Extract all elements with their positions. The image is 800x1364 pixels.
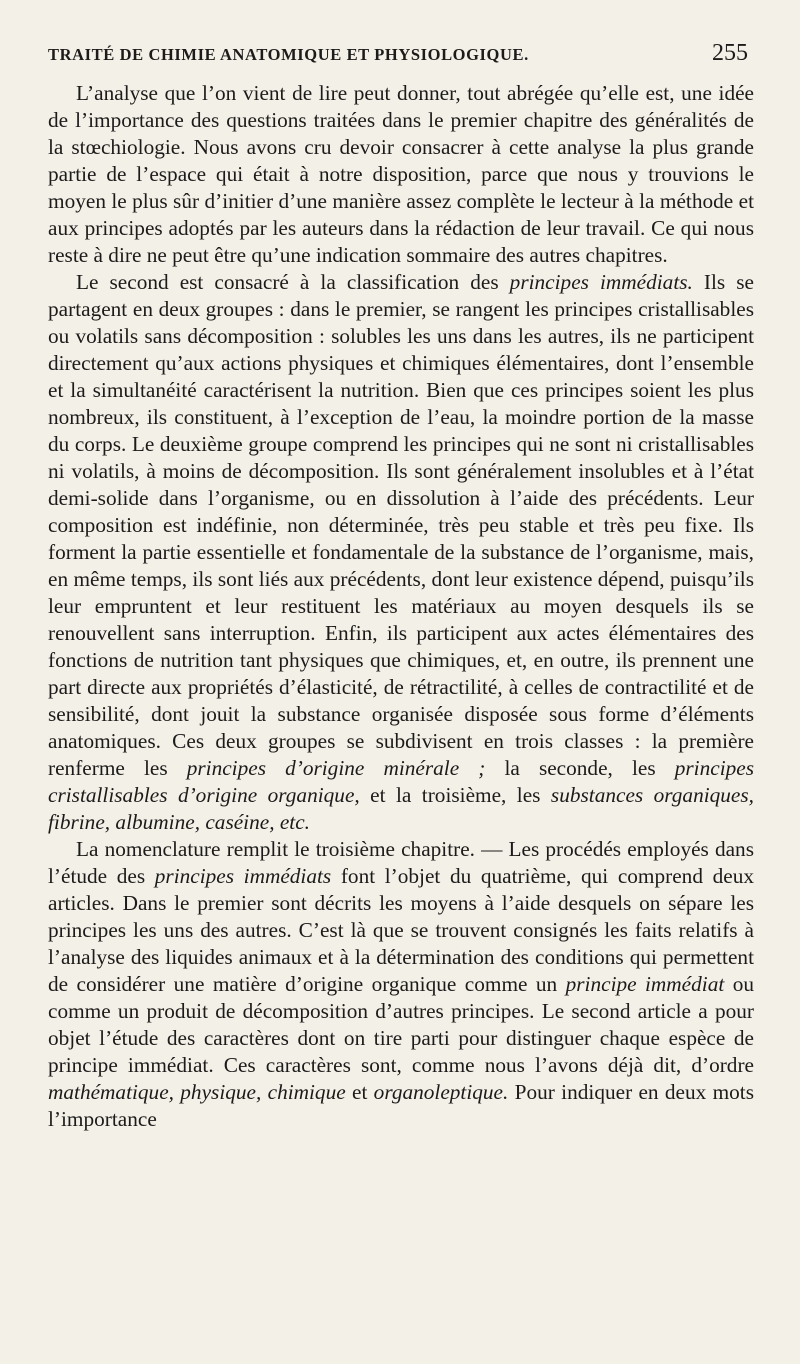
italic-term: principes immédiats bbox=[154, 864, 332, 888]
italic-term: substances organiques, fibrine, albumine, caséine, etc. bbox=[48, 783, 754, 834]
paragraph-segment: ou comme un produit de décomposition d’autres principes. Le second article a pour objet l’étude des caractères dont on tire parti pour distinguer chaque espèce de principe immédiat. Ces caractères sont, comme nous l’avons déjà dit, d’ordre bbox=[48, 972, 755, 1077]
italic-term: principes cristallisables d’origine organique, bbox=[48, 756, 754, 807]
running-title: TRAITÉ DE CHIMIE ANATOMIQUE ET PHYSIOLOGIQUE. bbox=[48, 45, 529, 64]
italic-term: organoleptique. bbox=[373, 1080, 509, 1104]
paragraph-segment: L’analyse que l’on vient de lire peut donner, tout abrégée qu’elle est, une idée de l’importance des questions traitées dans le premier chapitre des généralités de la stœchiologie. Nous avons cru devoir consacrer à cette analyse la plus grande partie de l’espace qui était à notre disposition, parce que nous y trouvions le moyen le plus sûr d’initier d’une manière assez complète le lecteur à la méthode et aux principes adoptés par les auteurs dans la rédaction de leur travail. Ce qui nous reste à dire ne peut être qu’une indication sommaire des autres chapitres. bbox=[48, 81, 754, 267]
paragraph-segment: et la troisième, les bbox=[359, 783, 551, 807]
paragraph-segment: Pour indiquer en deux mots l’importance bbox=[48, 1080, 754, 1131]
paragraph-1 bbox=[48, 80, 754, 269]
paragraph-segment: La nomenclature remplit le troisième chapitre. — Les procédés employés dans l’étude des bbox=[48, 837, 754, 888]
italic-term: principe immédiat bbox=[565, 972, 725, 996]
page-number: 255 bbox=[712, 40, 748, 66]
italic-term: principes d’origine minérale ; bbox=[186, 756, 486, 780]
italic-term: principes immédiats. bbox=[509, 270, 693, 294]
paragraph-segment: font l’objet du quatrième, qui comprend deux articles. Dans le premier sont décrits les moyens à l’aide desquels on sépare les principes les uns des autres. C’est là que se trouvent consignés les faits relatifs à l’analyse des liquides animaux et à la détermination des conditions qui permettent de considérer une matière d’origine organique comme un bbox=[48, 864, 754, 996]
paragraph-segment: Le second est consacré à la classification des bbox=[76, 270, 510, 294]
paragraph-segment: et bbox=[345, 1080, 374, 1104]
paragraph-3 bbox=[48, 836, 754, 1133]
italic-term: mathématique, physique, chimique bbox=[48, 1080, 346, 1104]
paragraph-segment: Ils se partagent en deux groupes : dans le premier, se rangent les principes cristallisables ou volatils sans décomposition : solubles les uns dans les autres, ils ne participent directement qu’aux actions physiques et chimiques élémentaires, dont l’ensemble et la simultanéité caractérisent la nutrition. Bien que ces principes soient les plus nombreux, ils constituent, à l’exception de l’eau, la moindre portion de la masse du corps. Le deuxième groupe comprend les principes qui ne sont ni cristallisables ni volatils, à moins de décomposition. Ils sont généralement insolubles et à l’état demi-solide dans l’organisme, ou en dissolution à l’aide des précédents. Leur composition est indéfinie, non déterminée, très peu stable et très peu fixe. Ils forment la partie essentielle et fondamentale de la substance de l’organisme, mais, en même temps, ils sont liés aux précédents, dont leur existence dépend, puisqu’ils leur empruntent et leur restituent les matériaux au moyen desquels ils se renouvellent sans interruption. Enfin, ils participent aux actes élémentaires des fonctions de nutrition tant physiques que chimiques, et, en outre, ils prennent une part directe aux propriétés d’élasticité, de rétractilité, à celles de contractilité et de sensibilité, dont jouit la substance organisée disposée sous forme d’éléments anatomiques. Ces deux groupes se subdivisent en trois classes : la première renferme les bbox=[48, 270, 754, 780]
running-head bbox=[48, 40, 754, 80]
paragraph-segment: la seconde, les bbox=[485, 756, 675, 780]
body-text bbox=[48, 80, 754, 1133]
paragraph-2 bbox=[48, 269, 754, 836]
